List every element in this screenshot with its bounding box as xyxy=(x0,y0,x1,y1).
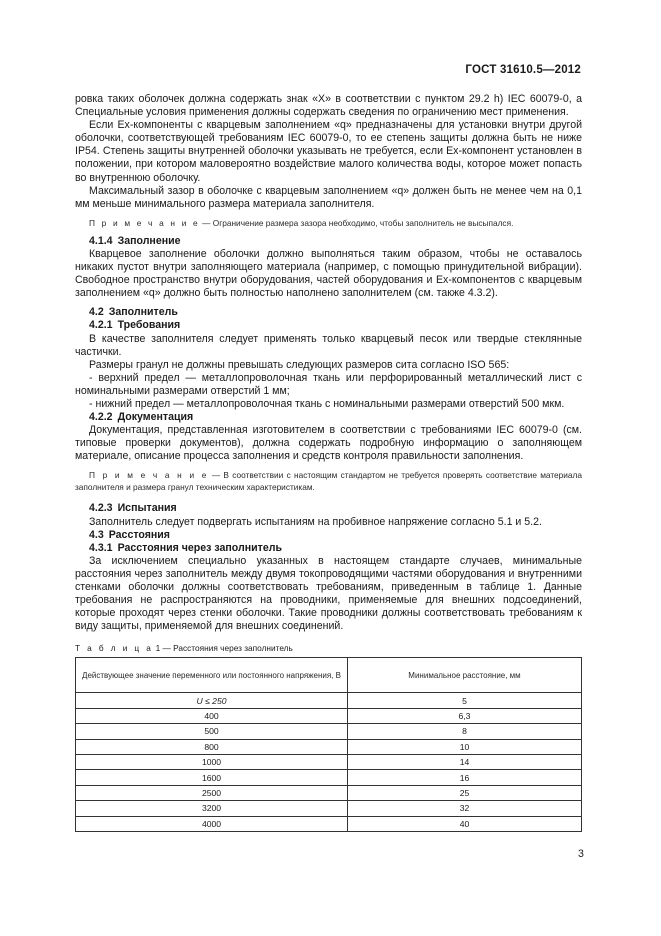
section-heading xyxy=(75,306,582,319)
table-row xyxy=(76,693,582,708)
table-row xyxy=(76,816,582,831)
note-label: П р и м е ч а н и е xyxy=(89,470,209,481)
paragraph: За исключением специально указанных в настоящем стандарте случаев, минимальные расстояния через заполнитель между двумя токопроводящими частями оборудования и внутренними стенками оболочки должны соответствовать требованиям, приведенным в таблице 1. Данные требования не распространяются на проводники, применяемые для внешних подсоединений, которые проходят через стенки оболочки. Такие проводники должны соответствовать требованиям к виду защиты, применяемой для внешних соединений. xyxy=(75,554,582,633)
note xyxy=(75,217,582,229)
list-item: - верхний предел — металлопроволочная ткань или перфорированный металлический лист с номинальными размерами отверстий 1 мм; xyxy=(75,371,582,397)
distance-cell: 14 xyxy=(348,754,582,769)
table-row xyxy=(76,754,582,769)
table-row xyxy=(76,724,582,739)
section-title: Испытания xyxy=(117,502,177,515)
section-title: Требования xyxy=(117,319,181,332)
voltage-cell: 500 xyxy=(76,724,348,739)
section-title: Расстояния через заполнитель xyxy=(117,541,282,554)
page-header: ГОСТ 31610.5—2012 xyxy=(465,64,581,76)
section-heading xyxy=(75,542,582,555)
section-number: 4.2.1 xyxy=(89,319,113,332)
distance-cell: 40 xyxy=(348,816,582,831)
voltage-cell: 4000 xyxy=(76,816,348,831)
section-heading xyxy=(75,502,582,515)
paragraph: Размеры гранул не должны превышать следующих размеров сита согласно ISO 565: xyxy=(89,358,510,371)
column-header-distance: Минимальное расстояние, мм xyxy=(348,658,582,693)
page-content xyxy=(75,93,582,832)
section-title: Документация xyxy=(117,411,194,424)
table-row xyxy=(76,785,582,800)
section-number: 4.2.3 xyxy=(89,502,113,515)
section-title: Заполнитель xyxy=(108,306,178,319)
paragraph: Максимальный зазор в оболочке с кварцевым заполнением «q» должен быть не менее чем на 0,1 мм меньше минимального размера материала заполнителя. xyxy=(75,184,582,210)
paragraph: ровка таких оболочек должна содержать знак «X» в соответствии с пунктом 29.2 h) IEC 60079-0, а Специальные условия применения должны содержать сведения по ограничению мест применения. xyxy=(75,93,582,119)
column-header-voltage: Действующее значение переменного или постоянного напряжения, В xyxy=(76,658,348,693)
distance-cell: 6,3 xyxy=(348,708,582,723)
table-header-row xyxy=(76,658,582,693)
paragraph: Документация, представленная изготовителем в соответствии с требованиями IEC 60079-0 (см. типовые проверки документов), должна содержать подробную информацию о заполняющем материале, описание процесса заполнения и средств контроля правильности заполнения. xyxy=(75,424,582,463)
distance-cell: 25 xyxy=(348,785,582,800)
distance-cell: 5 xyxy=(348,693,582,708)
note xyxy=(75,469,582,493)
table-caption-label: Т а б л и ц а xyxy=(75,643,154,654)
paragraph: Заполнитель следует подвергать испытаниям на пробивное напряжение согласно 5.1 и 5.2. xyxy=(89,515,542,528)
distance-cell: 8 xyxy=(348,724,582,739)
section-heading xyxy=(75,235,582,248)
distance-cell: 32 xyxy=(348,801,582,816)
distances-table xyxy=(75,657,582,832)
section-title: Заполнение xyxy=(117,234,181,247)
table-row xyxy=(76,770,582,785)
paragraph: Если Ех-компоненты с кварцевым заполнением «q» предназначены для установки внутри другой оболочки, соответствующей требованиям IEC 60079-0, то ее степень защиты должна быть не ниже IP54. Степень защиты внутренней оболочки указывать не требуется, если Ех-компонент установлен в положении, при котором маловероятно воздействие малого количества воды, которое может попасть во внутреннюю оболочку. xyxy=(75,119,582,184)
paragraph: В качестве заполнителя следует применять только кварцевый песок или твердые стеклянные частички. xyxy=(75,332,582,358)
voltage-cell: 2500 xyxy=(76,785,348,800)
section-heading xyxy=(75,411,582,424)
page-number: 3 xyxy=(578,848,584,860)
section-title: Расстояния xyxy=(108,528,170,541)
section-number: 4.3.1 xyxy=(89,541,113,554)
voltage-cell: 400 xyxy=(76,708,348,723)
voltage-cell: 1600 xyxy=(76,770,348,785)
table-row xyxy=(76,739,582,754)
note-text: — Ограничение размера зазора необходимо, чтобы заполнитель не высыпался. xyxy=(199,217,514,228)
note-text: — В соответствии с настоящим стандартом не требуется проверять соответствие материала заполнителя и размера гранул техническим характеристикам. xyxy=(75,470,582,493)
voltage-cell: 3200 xyxy=(76,801,348,816)
section-number: 4.1.4 xyxy=(89,234,113,247)
voltage-cell: 800 xyxy=(76,739,348,754)
section-number: 4.3 xyxy=(89,528,104,541)
section-number: 4.2 xyxy=(89,306,104,319)
distance-cell: 16 xyxy=(348,770,582,785)
paragraph: Кварцевое заполнение оболочки должно выполняться таким образом, чтобы не оставалось никаких пустот внутри заполняющего материала (например, с помощью принудительной вибрации). Свободное пространство внутри оборудования, частей оборудования и Ех-компонентов с кварцевым заполнением «q» должно быть полностью наполнено заполнителем (см. также 4.3.2). xyxy=(75,247,582,300)
table-caption-text: 1 — Расстояния через заполнитель xyxy=(153,643,293,654)
section-heading xyxy=(75,319,582,332)
voltage-cell: 1000 xyxy=(76,754,348,769)
distance-cell: 10 xyxy=(348,739,582,754)
section-heading xyxy=(75,529,582,542)
note-label: П р и м е ч а н и е xyxy=(89,217,200,228)
voltage-cell: U ≤ 250 xyxy=(76,693,348,708)
table-row xyxy=(76,801,582,816)
section-number: 4.2.2 xyxy=(89,411,113,424)
list-item: - нижний предел — металлопроволочная ткань с номинальными размерами отверстий 500 мкм. xyxy=(89,397,565,410)
table-caption xyxy=(75,642,582,654)
table-row xyxy=(76,708,582,723)
